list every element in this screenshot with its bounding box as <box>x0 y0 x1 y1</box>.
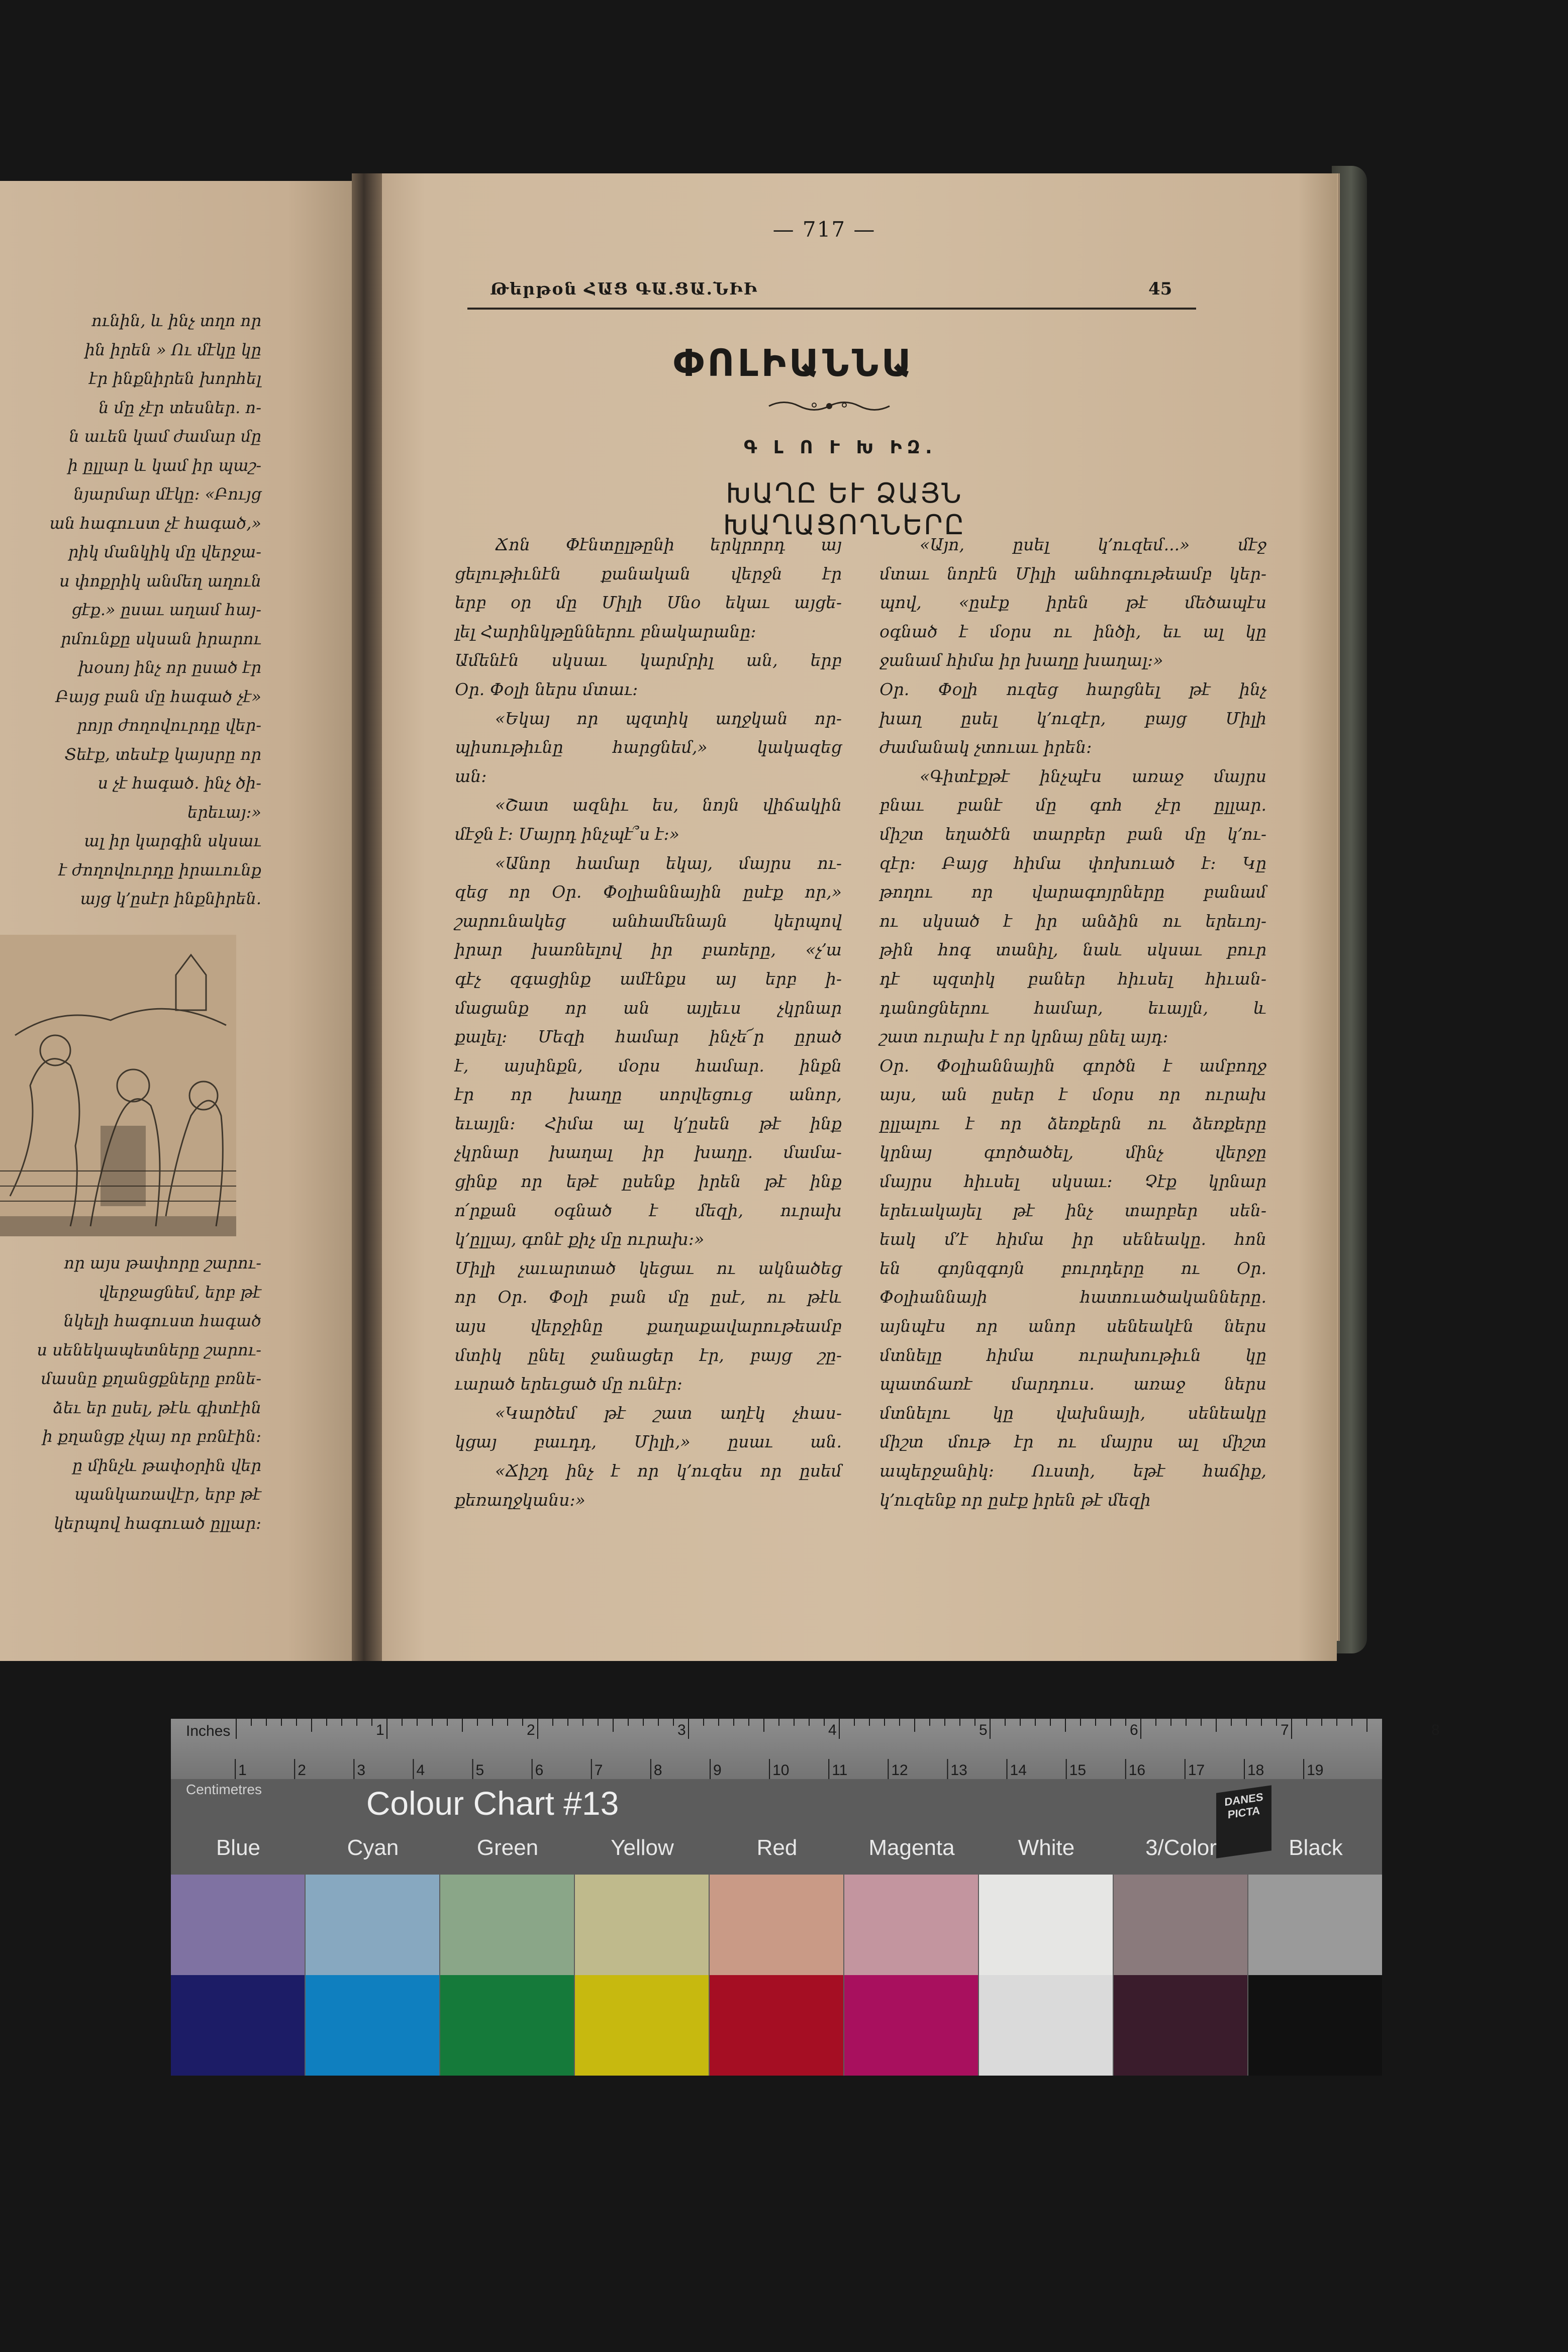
text-line: ի ըլլար և կամ իր պաշ- <box>67 455 261 475</box>
text-line: ս փոքրիկ անմեղ աղուն <box>59 571 261 591</box>
swatch-top-blue <box>171 1875 305 1975</box>
text-line: «Անոր համար եկայ, մայրս ու- <box>495 853 842 873</box>
swatch-bottom-magenta <box>844 1975 978 2076</box>
cm-tick-label: 12 <box>891 1762 908 1779</box>
inch-tick-label: 4 <box>828 1722 837 1738</box>
swatch-label-white: White <box>1018 1835 1075 1860</box>
text-line: զեց որ Օր. Փօլիաննային ըսէք որ,» <box>455 882 842 902</box>
swatch-label-cyan: Cyan <box>347 1835 399 1860</box>
swatch-top-cyan <box>306 1875 439 1975</box>
text-line: իրար խառնելով իր բառերը, «չ՚ա <box>455 940 842 960</box>
text-line: չկրնար խաղալ իր խաղը. մամա- <box>455 1142 842 1162</box>
text-line: եւայլն։ Հիմա ալ կ՚ըսեն թէ ինք <box>455 1113 842 1133</box>
text-line: այս, ան ըսեր է մօրս որ ուրախ <box>879 1085 1266 1105</box>
text-line: մտաւ նորէն Միլի անհոգութեամբ կեր- <box>879 563 1266 583</box>
text-line: Փօլիաննայի հատուածականները. <box>879 1287 1266 1307</box>
swatch-bottom-blue <box>171 1975 305 2076</box>
text-line: ձեւ եր ըսել, թէև գիտէին <box>53 1398 261 1417</box>
text-line: ժամանակ չտուաւ իրեն։ <box>879 737 1092 757</box>
swatch-top-black <box>1248 1875 1382 1975</box>
chapter-title: ՓՈԼԻԱՆՆԱ <box>673 342 915 385</box>
text-line: մտնելը հիմա ուրախութիւն կը <box>879 1345 1266 1365</box>
text-line: կերպով հագուած ըլլար։ <box>53 1513 261 1533</box>
text-line: է, այսինքն, մօրս համար. ինքն <box>455 1055 842 1075</box>
cm-tick-label: 19 <box>1307 1762 1324 1779</box>
text-line: են գոյնզգոյն բուրդերը ու Օր. <box>879 1258 1266 1278</box>
text-line: մացանք որ ան այլեւս չկրնար <box>455 998 842 1018</box>
text-line: այց կ՚ըսէր ինքնիրեն. <box>80 889 261 908</box>
text-line: շատ ուրախ է որ կրնայ ընել այդ։ <box>879 1027 1168 1047</box>
text-line: մէջն է։ Մայրդ ինչպէ՞ս է։» <box>455 824 679 844</box>
text-line: «Շատ ազնիւ ես, նոյն վիճակին <box>495 795 842 815</box>
text-line: ո՛րքան օգնած է մեզի, ուրախ <box>455 1200 842 1220</box>
text-line: ս չէ հագած. ինչ ծի- <box>97 773 261 793</box>
swatch-labels <box>171 1835 1382 1860</box>
swatch-label-black: Black <box>1289 1835 1343 1860</box>
text-line: որ այս թափորը շարու- <box>64 1253 261 1272</box>
text-line: նյարմար մէկը։ «Բույց <box>73 484 261 504</box>
text-line: երեւակայել թէ ինչ տարբեր սեն- <box>879 1200 1266 1220</box>
swatch-bottom-black <box>1248 1975 1382 2076</box>
text-line: ջանամ հիմա իր խաղը խաղալ։» <box>879 650 1163 670</box>
inch-tick-label: 7 <box>1281 1722 1289 1738</box>
header-rule <box>467 308 1196 310</box>
text-line: գէչ զգացինք ամէնքս այ երբ ի- <box>455 968 842 989</box>
text-line: պով, «ըսէք իրեն թէ մեծապէս <box>879 593 1266 613</box>
inch-tick-label: 2 <box>527 1722 535 1738</box>
cm-tick-label: 9 <box>713 1762 722 1779</box>
text-line: դէ պզտիկ բաներ հիւսել հիւան- <box>879 968 1266 989</box>
cm-tick-label: 11 <box>832 1762 848 1779</box>
text-line: խօսոյ ինչ որ ըսած էր <box>78 658 261 677</box>
text-line: ւարած երեւցած մը ունէր։ <box>455 1374 682 1394</box>
text-line: րմունքը սկսան իրարու <box>61 629 261 648</box>
text-line: է ժողովուրդը իրաւունք <box>58 860 261 879</box>
swatch-bottom-white <box>979 1975 1113 2076</box>
cm-tick-label: 8 <box>653 1762 662 1779</box>
text-line: երեւայ։» <box>187 802 261 822</box>
swatch-top-3color <box>1114 1875 1247 1975</box>
cm-tick-label: 5 <box>475 1762 484 1779</box>
text-line: ունին, և ինչ տղո որ <box>91 311 261 330</box>
text-line: ին իրեն » Ու մէկը կը <box>84 340 261 359</box>
swatch-bottom-cyan <box>306 1975 439 2076</box>
text-line: որ Օր. Փօլի բան մը ըսէ, ու թէև <box>455 1287 842 1307</box>
inches-label: Inches <box>186 1723 231 1739</box>
text-line: պատճառէ մարդուս. առաջ ներս <box>879 1374 1266 1394</box>
cm-tick-label: 15 <box>1069 1762 1087 1779</box>
text-line: կցայ բաւդդ, Միլի,» ըսաւ ան. <box>455 1432 842 1452</box>
page-number: — 717 — <box>772 217 876 242</box>
text-line: Բայց բան մը հագած չէ» <box>55 687 261 706</box>
running-head: Թերթօն ՀԱՑ ԳԱ.ՑԱ.ՆԻԻ <box>490 279 758 299</box>
swatch-label-3color: 3/Color <box>1145 1835 1217 1860</box>
text-line: նկելի հագուստ հագած <box>63 1311 261 1330</box>
text-line: պանկառավէր, երբ թէ <box>74 1485 261 1504</box>
text-line: մտիկ ընել ջանացեր էր, բայց շը- <box>455 1345 842 1365</box>
text-line: կ՚ուզենք որ ըսէք իրեն թէ մեզի <box>879 1490 1151 1510</box>
swatch-top-yellow <box>575 1875 709 1975</box>
text-line: էր որ խաղը սորվեցուց անոր, <box>455 1085 842 1105</box>
swatch-bottom-red <box>710 1975 843 2076</box>
text-line: միշտ եղածէն տարբեր բան մը կ՚ու- <box>879 824 1266 844</box>
swatch-label-red: Red <box>756 1835 798 1860</box>
cm-tick-label: 1 <box>238 1762 247 1779</box>
text-line: «Կարծեմ թէ շատ աղէկ չհաս- <box>495 1403 842 1423</box>
text-line: վերջացնեմ, երբ թէ <box>99 1282 261 1302</box>
text-line: ի քղանցք չկայ որ բռնէին։ <box>42 1427 261 1446</box>
text-line: բնաւ բանէ մը գոհ չէր ըլլար. <box>879 795 1266 815</box>
inch-tick-label: 3 <box>677 1722 686 1738</box>
text-line: Օր. Փօլի ուզեց հարցնել թէ ինչ <box>879 679 1266 699</box>
swatch-top-magenta <box>844 1875 978 1975</box>
colour-chart <box>171 1719 1440 2076</box>
text-line: Միլի չաւարտած կեցաւ ու ակնածեց <box>455 1258 842 1278</box>
inch-tick-label: 6 <box>1130 1722 1138 1738</box>
cm-tick-label: 14 <box>1010 1762 1027 1779</box>
text-line: ցինք որ եթէ ըսենք իրեն թէ ինք <box>455 1171 842 1192</box>
swatch-label-magenta: Magenta <box>868 1835 955 1860</box>
engraving-illustration <box>0 935 236 1236</box>
text-line: ան հագուստ չէ հագած,» <box>49 513 261 533</box>
cm-tick-label: 6 <box>535 1762 544 1779</box>
cm-tick-label: 17 <box>1188 1762 1205 1779</box>
logo-text: DANES PICTA <box>1224 1790 1263 1821</box>
text-line: «Եկայ որ պզտիկ աղջկան որ- <box>495 708 842 728</box>
cm-tick-label: 13 <box>950 1762 967 1779</box>
text-column-right <box>879 530 1266 1514</box>
cm-tick-label: 16 <box>1128 1762 1146 1779</box>
text-line: լել Հարինկթըններու բնակարանը։ <box>455 621 756 641</box>
text-line: «Այո, ըսել կ՚ուզեմ...» մէջ <box>920 535 1266 554</box>
swatch-label-blue: Blue <box>216 1835 261 1860</box>
book-gutter <box>352 173 382 1661</box>
text-line: օգնած է մօրս ու ինծի, եւ ալ կը <box>879 621 1266 641</box>
ruler-ticks <box>171 1719 1440 1779</box>
text-line: Օր. Փօլի ներս մտաւ։ <box>455 679 638 699</box>
text-line: կրնայ գործածել, մինչ վերջը <box>879 1142 1266 1162</box>
text-line: ն աւեն կամ ժամար մը <box>69 427 261 446</box>
text-line: ըլլալու է որ ձեռքերն ու ձեռքերը <box>879 1113 1266 1133</box>
text-line: միշտ մութ էր ու մայրս ալ միշտ <box>879 1432 1266 1452</box>
cm-tick-label: 7 <box>594 1762 603 1779</box>
section-title: ԽԱՂԸ ԵՒ ՁԱՅՆ ԽԱՂԱՑՈՂՆԵՐԸ <box>723 477 966 541</box>
text-line: երբ օր մը Միլի Սնօ եկաւ այցե- <box>455 593 842 613</box>
text-line: կ՚ըլլայ, գոնէ քիչ մը ուրախ։» <box>455 1229 705 1249</box>
left-page <box>0 181 359 1661</box>
chapter-number: Գ Լ Ո Ւ Խ ԻԶ. <box>744 437 937 458</box>
swatch-label-yellow: Yellow <box>611 1835 674 1860</box>
text-line: «Գիտէքթէ ինչպէս առաջ մայրս <box>920 766 1266 786</box>
swatch-bottom-green <box>440 1975 574 2076</box>
left-page-text-top <box>0 307 261 914</box>
text-line: այս վերջինը քաղաքավարութեամբ <box>455 1316 842 1336</box>
text-line: Ճոն Փէնտըլթընի երկրորդ այ <box>495 535 842 554</box>
text-line: մտնելու կը վախնայի, սենեակը <box>879 1403 1266 1423</box>
text-line: շարունակեց անհամենայն կերպով <box>455 911 842 931</box>
text-line: ը մինչև թափօրին վեր <box>72 1455 261 1475</box>
text-line: ալ իր կարգին սկսաւ <box>84 831 261 850</box>
text-line: թին հոգ տանիլ, նաև սկսաւ բուր <box>879 940 1266 960</box>
title-ornament <box>764 396 895 416</box>
cm-tick-label: 2 <box>298 1762 306 1779</box>
text-line: ս սենեկապետները շարու- <box>37 1340 261 1359</box>
text-line: ն մը չէր տեսներ. ո- <box>99 398 261 417</box>
text-line: քալել։ Մեզի համար ինչե՜ր ըրած <box>455 1027 842 1047</box>
text-line: զէր։ Բայց հիմա փոխուած է։ Կը <box>879 853 1266 873</box>
inch-tick-label: 5 <box>979 1722 988 1738</box>
text-line: ապերջանիկ։ Ուստի, եթէ հաճիք, <box>879 1461 1266 1481</box>
swatch-bottom-3color <box>1114 1975 1247 2076</box>
text-line: մասնը քղանցքները բռնե- <box>41 1369 261 1388</box>
text-line: մայրս հիւսել սկսաւ։ Չէք կրնար <box>879 1171 1266 1192</box>
text-line: թողու որ վարագոյրները բանամ <box>879 882 1266 902</box>
cm-tick-label: 18 <box>1247 1762 1264 1779</box>
text-line: Տեէք, տեսէք կայսրը որ <box>64 744 261 764</box>
text-line: «Ճիշդ ինչ է որ կ՚ուզես որ ըսեմ <box>495 1461 842 1481</box>
cm-tick-label: 10 <box>772 1762 790 1779</box>
text-line: էր ինքնիրեն խորհել <box>89 369 261 388</box>
swatch-label-green: Green <box>476 1835 539 1860</box>
text-line: քեռաղջկանս։» <box>455 1490 585 1510</box>
running-head-number: 45 <box>1148 279 1172 299</box>
text-line: դանոցներու համար, եւայլն, և <box>879 998 1266 1018</box>
text-line: ու սկսած է իր անձին ու երեւոյ- <box>879 911 1266 931</box>
text-column-left <box>455 530 842 1514</box>
swatch-top-red <box>710 1875 843 1975</box>
swatch-top-white <box>979 1875 1113 1975</box>
colour-chart-title: Colour Chart #13 <box>366 1785 619 1822</box>
text-line: Օր. Փօլիաննային գործն է ամբողջ <box>879 1055 1266 1075</box>
inch-tick-label: 1 <box>376 1722 384 1738</box>
centimetres-label: Centimetres <box>186 1782 262 1797</box>
text-line: ցէք.» ըսաւ աղամ հայ- <box>71 600 261 619</box>
swatch-bottom-yellow <box>575 1975 709 2076</box>
text-line: ան։ <box>455 766 487 786</box>
swatch-top-green <box>440 1875 574 1975</box>
text-line: եակ մ՚է հիմա իր սենեակը. հոն <box>879 1229 1266 1249</box>
text-line: ցելութիւնէն քանական վերջն էր <box>455 563 842 583</box>
text-line: այնպէս որ անոր սենեակէն ներս <box>879 1316 1266 1336</box>
cm-tick-label: 3 <box>357 1762 366 1779</box>
text-line: րիկ մանկիկ մը վերջա- <box>68 542 261 561</box>
cm-tick-label: 4 <box>416 1762 425 1779</box>
inch-tick-label: 8 <box>1431 1722 1440 1738</box>
text-line: րոյր ժողովուրդը վեր- <box>77 716 261 735</box>
text-line: պիսութիւնը հարցնեմ,» կակազեց <box>455 737 842 757</box>
text-line: Ամենէն սկսաւ կարմրիլ ան, երբ <box>455 650 842 670</box>
swatches <box>171 1875 1382 2076</box>
text-line: խաղ ըսել կ՚ուզէր, բայց Միլի <box>879 708 1266 728</box>
left-page-text-bottom <box>0 1249 261 1538</box>
